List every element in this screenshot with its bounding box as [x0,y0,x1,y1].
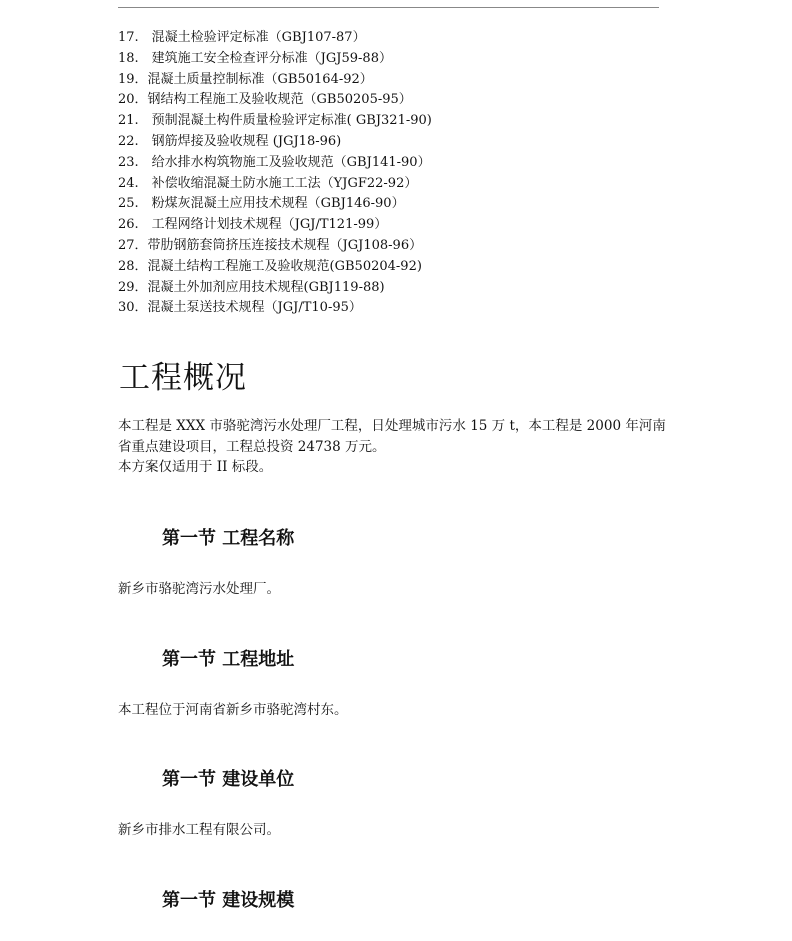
list-item: 18. 建筑施工安全检查评分标准（JGJ59-88） [118,50,392,66]
list-item: 26. 工程网络计划技术规程（JGJ/T121-99） [118,217,388,233]
list-item: 25. 粉煤灰混凝土应用技术规程（GBJ146-90） [118,196,405,212]
section-body-project-address: 本工程位于河南省新乡市骆驼湾村东。 [118,702,348,718]
reference-standards-list [118,28,432,319]
section-heading-project-address: 第一节 工程地址 [162,649,295,670]
section-body-owner: 新乡市排水工程有限公司。 [118,822,280,838]
section-body-project-name: 新乡市骆驼湾污水处理厂。 [118,581,280,597]
list-item: 23. 给水排水构筑物施工及验收规范（GBJ141-90） [118,154,431,170]
intro-line: 省重点建设项目，工程总投资 24738 万元。 [118,438,386,455]
section-heading-owner: 第一节 建设单位 [162,769,295,790]
intro-line: 本方案仅适用于 II 标段。 [118,459,273,475]
list-item: 21. 预制混凝土构件质量检验评定标准( GBJ321-90) [118,113,432,129]
header-rule [118,7,659,8]
list-item: 24. 补偿收缩混凝土防水施工工法（YJGF22-92） [118,175,418,191]
list-item: 20．钢结构工程施工及验收规范（GB50205-95） [118,92,412,108]
list-item: 17. 混凝土检验评定标准（GBJ107-87） [118,30,366,45]
list-item: 30．混凝土泵送技术规程（JGJ/T10-95） [118,300,362,316]
list-item: 29．混凝土外加剂应用技术规程(GBJ119-88) [118,279,385,295]
section-heading-project-name: 第一节 工程名称 [162,528,295,549]
list-item: 19．混凝土质量控制标准（GB50164-92） [118,71,373,87]
section-heading-scale: 第一节 建设规模 [162,890,295,911]
intro-paragraph [118,416,683,478]
list-item: 27．带肋钢筋套筒挤压连接技术规程（JGJ108-96） [118,237,423,253]
intro-line: 本工程是 XXX 市骆驼湾污水处理厂工程，日处理城市污水 15 万 t，本工程是 2000 年河南 [118,418,666,434]
list-item: 22. 钢筋焊接及验收规程 (JGJ18-96) [118,133,342,149]
chapter-title: 工程概况 [119,360,247,396]
list-item: 28．混凝土结构工程施工及验收规范(GB50204-92) [118,258,422,274]
